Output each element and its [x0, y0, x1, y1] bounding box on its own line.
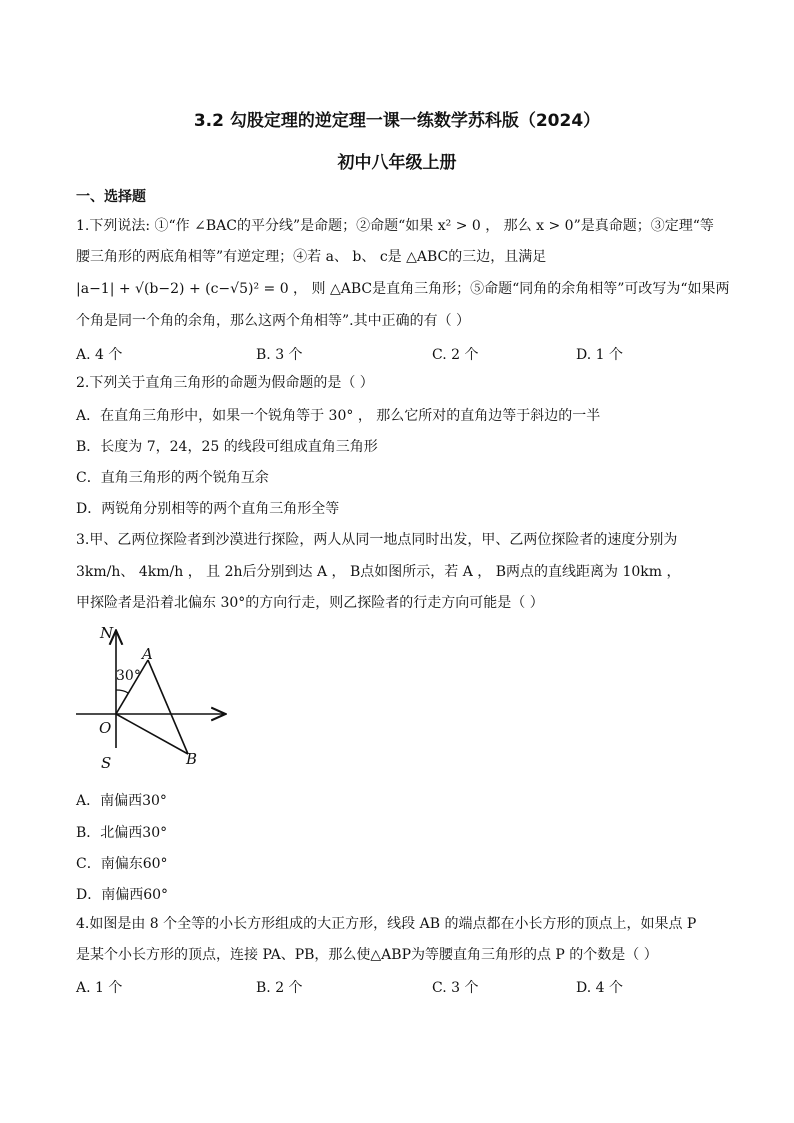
direction-figure [72, 620, 242, 780]
q1-line1: 1.下列说法: ①“作 ∠BAC的平分线”是命题；②命题“如果 x² > 0 ， 那么 x > 0”是真命题；③定理“等 [76, 218, 714, 234]
q1-line4: 个角是同一个角的余角，那么这两个角相等”.其中正确的有（ ） [76, 313, 471, 329]
q3-line1: 3.甲、乙两位探险者到沙漠进行探险，两人从同一地点同时出发，甲、乙两位探险者的速度分别为 [76, 532, 678, 548]
section-heading: 一、选择题 [76, 189, 146, 205]
q4-option-d[interactable]: D. 4 个 [576, 980, 623, 996]
q4-option-c[interactable]: C. 3 个 [432, 980, 479, 996]
label-n: N [100, 624, 114, 642]
label-o: O [99, 719, 112, 737]
q2-stem: 2.下列关于直角三角形的命题为假命题的是（ ） [76, 375, 374, 391]
segment-ob [116, 714, 188, 754]
q3-line2: 3km/h、 4km/h ， 且 2h后分别到达 A ， B点如图所示，若 A ， B两点的直线距离为 10km ， [76, 564, 681, 580]
q2-option-c[interactable]: C．直角三角形的两个锐角互余 [76, 470, 269, 486]
q4-line1: 4.如图是由 8 个全等的小长方形组成的大正方形，线段 AB 的端点都在小长方形的顶点上，如果点 P [76, 916, 697, 932]
label-s: S [101, 754, 112, 772]
label-a: A [142, 645, 153, 663]
q1-option-b[interactable]: B. 3 个 [256, 347, 303, 363]
q3-option-a[interactable]: A．南偏西30° [76, 793, 167, 809]
q3-option-c[interactable]: C．南偏东60° [76, 856, 168, 872]
angle-label: 30° [116, 668, 141, 684]
page-title: 3.2 勾股定理的逆定理一课一练数学苏科版（2024） [193, 111, 601, 131]
q2-option-a[interactable]: A．在直角三角形中，如果一个锐角等于 30° ， 那么它所对的直角边等于斜边的一半 [76, 408, 601, 424]
angle-arc [116, 690, 128, 693]
q4-option-b[interactable]: B. 2 个 [256, 980, 303, 996]
q2-option-d[interactable]: D．两锐角分别相等的两个直角三角形全等 [76, 501, 340, 517]
page-subtitle: 初中八年级上册 [337, 153, 457, 173]
q2-option-b[interactable]: B．长度为 7，24，25 的线段可组成直角三角形 [76, 439, 378, 455]
segment-ab [148, 660, 188, 754]
q4-line2: 是某个小长方形的顶点，连接 PA、PB，那么使△ABP为等腰直角三角形的点 P 的个数是（ ） [76, 947, 658, 963]
q1-line2: 腰三角形的两底角相等”有逆定理；④若 a、 b、 c是 △ABC的三边，且满足 [76, 249, 547, 265]
q3-option-d[interactable]: D．南偏西60° [76, 887, 169, 903]
q1-line3: |a−1| + √(b−2) + (c−√5)² = 0 ， 则 △ABC是直角三角形；⑤命题“同角的余角相等”可改写为“如果两 [76, 281, 730, 297]
label-b: B [186, 750, 198, 768]
q3-option-b[interactable]: B．北偏西30° [76, 825, 168, 841]
q4-option-a[interactable]: A. 1 个 [76, 980, 123, 996]
q1-option-c[interactable]: C. 2 个 [432, 347, 479, 363]
q3-line3: 甲探险者是沿着北偏东 30°的方向行走，则乙探险者的行走方向可能是（ ） [76, 595, 544, 611]
q1-option-a[interactable]: A. 4 个 [76, 347, 123, 363]
q1-option-d[interactable]: D. 1 个 [576, 347, 623, 363]
